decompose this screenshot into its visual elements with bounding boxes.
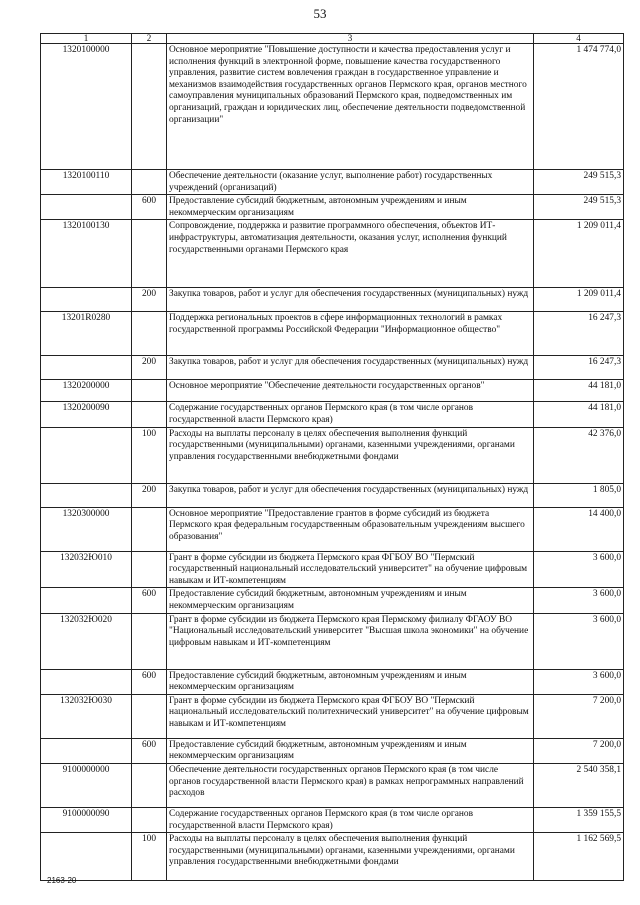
cost-code-cell — [41, 483, 132, 507]
table-row — [41, 288, 624, 312]
table-row — [41, 356, 624, 380]
table-row — [41, 427, 624, 483]
amount-cell: 42 376,0 — [534, 427, 624, 483]
description-cell: Грант в форме субсидии из бюджета Пермского края ФГБОУ ВО "Пермский государственный национальный исследовательский университет" на обучение цифровым навыкам и ИТ-компетенциям — [167, 551, 534, 588]
amount-cell: 1 805,0 — [534, 483, 624, 507]
cost-code-cell — [41, 833, 132, 881]
document-code: 2163-20 — [47, 876, 77, 885]
description-cell: Предоставление субсидий бюджетным, автономным учреждениям и иным некоммерческим организациям — [167, 588, 534, 613]
expense-type-cell: 600 — [132, 738, 167, 763]
description-cell: Содержание государственных органов Пермского края (в том числе органов государственной власти Пермского края) — [167, 807, 534, 832]
description-cell: Предоставление субсидий бюджетным, автономным учреждениям и иным некоммерческим организациям — [167, 669, 534, 694]
description-cell: Расходы на выплаты персоналу в целях обеспечения выполнения функций государственными (муниципальными) органами, казенными учреждениями, органами управления государственными внебюджетными фондами — [167, 833, 534, 881]
cost-code-cell: 1320100000 — [41, 44, 132, 170]
description-cell: Расходы на выплаты персоналу в целях обеспечения выполнения функций государственными (муниципальными) органами, казенными учреждениями, органами управления государственными внебюджетными фондами — [167, 427, 534, 483]
description-cell: Основное мероприятие "Обеспечение деятельности государственных органов" — [167, 380, 534, 402]
cost-code-cell: 132032Ю020 — [41, 613, 132, 669]
description-cell: Закупка товаров, работ и услуг для обеспечения государственных (муниципальных) нужд — [167, 356, 534, 380]
expense-type-cell — [132, 763, 167, 807]
expense-type-cell: 600 — [132, 588, 167, 613]
amount-cell: 249 515,3 — [534, 195, 624, 220]
description-cell: Содержание государственных органов Пермского края (в том числе органов государственной власти Пермского края) — [167, 402, 534, 427]
table-row — [41, 195, 624, 220]
expense-type-cell — [132, 551, 167, 588]
amount-cell: 7 200,0 — [534, 694, 624, 738]
description-cell: Поддержка региональных проектов в сфере информационных технологий в рамках государственной программы Российской Федерации "Информационное общество" — [167, 312, 534, 356]
amount-cell: 3 600,0 — [534, 669, 624, 694]
cost-code-cell: 1320100110 — [41, 170, 132, 195]
description-cell: Основное мероприятие "Предоставление грантов в форме субсидий из бюджета Пермского края федеральным государственным образовательным учреждениям высшего образования" — [167, 507, 534, 551]
description-cell: Закупка товаров, работ и услуг для обеспечения государственных (муниципальных) нужд — [167, 288, 534, 312]
expense-type-cell: 600 — [132, 195, 167, 220]
table-row — [41, 170, 624, 195]
table-row — [41, 402, 624, 427]
table-row — [41, 613, 624, 669]
table-row — [41, 694, 624, 738]
expense-type-cell — [132, 170, 167, 195]
expense-type-cell: 200 — [132, 288, 167, 312]
cost-code-cell — [41, 588, 132, 613]
column-number-row — [41, 34, 624, 44]
expense-type-cell — [132, 402, 167, 427]
table-row — [41, 551, 624, 588]
amount-cell: 16 247,3 — [534, 312, 624, 356]
amount-cell: 1 359 155,5 — [534, 807, 624, 832]
column-number-2: 2 — [132, 34, 167, 44]
amount-cell: 1 474 774,0 — [534, 44, 624, 170]
cost-code-cell: 9100000000 — [41, 763, 132, 807]
amount-cell: 3 600,0 — [534, 551, 624, 588]
table-row — [41, 380, 624, 402]
description-cell: Предоставление субсидий бюджетным, автономным учреждениям и иным некоммерческим организациям — [167, 195, 534, 220]
amount-cell: 16 247,3 — [534, 356, 624, 380]
description-cell: Грант в форме субсидии из бюджета Пермского края Пермскому филиалу ФГАОУ ВО "Национальный исследовательский университет "Высшая школа экономики" на обучение цифровым навыкам и ИТ-компетенциям — [167, 613, 534, 669]
description-cell: Закупка товаров, работ и услуг для обеспечения государственных (муниципальных) нужд — [167, 483, 534, 507]
description-cell: Основное мероприятие "Повышение доступности и качества предоставления услуг и исполнения функций в электронной форме, повышение качества государственного управления, развитие систем вовлечения граждан в государственное управление и механизмов взаимодействия государственных органов Пермского края, органов местного самоуправления муниципальных образований Пермского края, подведомственных им организаций, граждан и юридических лиц, обеспечение деятельности подведомственной организации" — [167, 44, 534, 170]
table-body — [41, 44, 624, 881]
amount-cell: 3 600,0 — [534, 613, 624, 669]
table-row — [41, 44, 624, 170]
table-row — [41, 738, 624, 763]
table-row — [41, 483, 624, 507]
cost-code-cell: 1320300000 — [41, 507, 132, 551]
cost-code-cell: 1320200000 — [41, 380, 132, 402]
expense-type-cell — [132, 380, 167, 402]
amount-cell: 1 209 011,4 — [534, 288, 624, 312]
cost-code-cell — [41, 356, 132, 380]
expense-type-cell: 100 — [132, 427, 167, 483]
amount-cell: 3 600,0 — [534, 588, 624, 613]
column-number-4: 4 — [534, 34, 624, 44]
column-number-1: 1 — [41, 34, 132, 44]
table-row — [41, 763, 624, 807]
cost-code-cell — [41, 738, 132, 763]
cost-code-cell: 1320100130 — [41, 220, 132, 288]
cost-code-cell — [41, 669, 132, 694]
table-row — [41, 669, 624, 694]
cost-code-cell — [41, 195, 132, 220]
table-row — [41, 507, 624, 551]
cost-code-cell: 132032Ю010 — [41, 551, 132, 588]
amount-cell: 44 181,0 — [534, 402, 624, 427]
table-row — [41, 220, 624, 288]
cost-code-cell: 13201R0280 — [41, 312, 132, 356]
description-cell: Обеспечение деятельности (оказание услуг, выполнение работ) государственных учреждений (организаций) — [167, 170, 534, 195]
cost-code-cell — [41, 427, 132, 483]
cost-code-cell: 9100000090 — [41, 807, 132, 832]
page-number: 53 — [313, 6, 327, 21]
budget-table — [40, 33, 624, 881]
expense-type-cell: 200 — [132, 483, 167, 507]
table-row — [41, 833, 624, 881]
table-row — [41, 588, 624, 613]
expense-type-cell — [132, 44, 167, 170]
cost-code-cell — [41, 288, 132, 312]
expense-type-cell: 100 — [132, 833, 167, 881]
expense-type-cell — [132, 694, 167, 738]
expense-type-cell — [132, 220, 167, 288]
amount-cell: 44 181,0 — [534, 380, 624, 402]
amount-cell: 1 162 569,5 — [534, 833, 624, 881]
description-cell: Предоставление субсидий бюджетным, автономным учреждениям и иным некоммерческим организациям — [167, 738, 534, 763]
description-cell: Обеспечение деятельности государственных органов Пермского края (в том числе органов государственной власти Пермского края) в рамках непрограммных направлений расходов — [167, 763, 534, 807]
amount-cell: 249 515,3 — [534, 170, 624, 195]
expense-type-cell: 200 — [132, 356, 167, 380]
amount-cell: 7 200,0 — [534, 738, 624, 763]
expense-type-cell — [132, 613, 167, 669]
table-row — [41, 807, 624, 832]
expense-type-cell — [132, 807, 167, 832]
cost-code-cell: 1320200090 — [41, 402, 132, 427]
amount-cell: 14 400,0 — [534, 507, 624, 551]
description-cell: Сопровождение, поддержка и развитие программного обеспечения, объектов ИТ-инфраструктуры, автоматизация деятельности, оказания услуг, исполнения функций государственными органами Пермского края — [167, 220, 534, 288]
description-cell: Грант в форме субсидии из бюджета Пермского края ФГБОУ ВО "Пермский национальный исследовательский политехнический университет" на обучение цифровым навыкам и ИТ-компетенциям — [167, 694, 534, 738]
cost-code-cell: 132032Ю030 — [41, 694, 132, 738]
expense-type-cell — [132, 507, 167, 551]
amount-cell: 2 540 358,1 — [534, 763, 624, 807]
expense-type-cell — [132, 312, 167, 356]
column-number-3: 3 — [167, 34, 534, 44]
amount-cell: 1 209 011,4 — [534, 220, 624, 288]
expense-type-cell: 600 — [132, 669, 167, 694]
table-row — [41, 312, 624, 356]
